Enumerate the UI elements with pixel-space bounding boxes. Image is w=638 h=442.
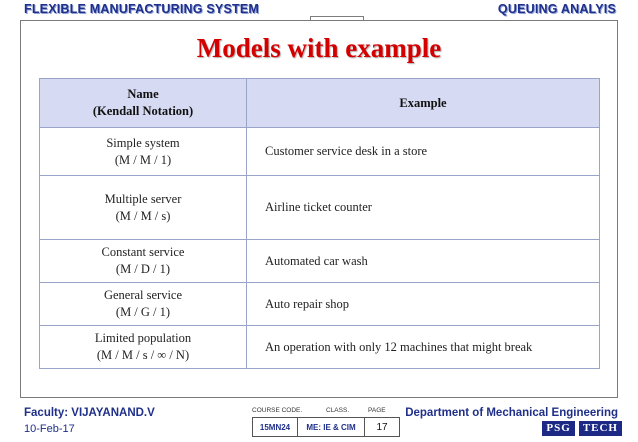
model-notation: (M / M / s) xyxy=(115,208,171,223)
table-row xyxy=(40,283,600,326)
model-notation: (M / M / s / ∞ / N) xyxy=(96,348,190,362)
example-cell: Auto repair shop xyxy=(247,283,600,326)
slide-date: 10-Feb-17 xyxy=(24,423,75,435)
model-notation: (M / M / 1) xyxy=(114,152,172,167)
header-topic-title: QUEUING ANALYIS xyxy=(497,2,616,16)
models-table xyxy=(39,78,600,369)
table-row xyxy=(40,128,600,176)
example-cell: An operation with only 12 machines that might break xyxy=(247,326,600,369)
model-name: General service xyxy=(103,288,183,302)
model-notation: (M / G / 1) xyxy=(115,305,171,319)
department-name: Department of Mechanical Engineering xyxy=(405,407,618,419)
course-code-value: 15MN24 xyxy=(253,418,298,436)
header-name-line2: (Kendall Notation) xyxy=(92,104,194,118)
page-label: PAGE xyxy=(368,407,386,414)
model-name: Multiple server xyxy=(104,191,182,206)
class-label: CLASS. xyxy=(326,407,350,414)
name-cell xyxy=(40,128,247,176)
example-cell: Customer service desk in a store xyxy=(247,128,600,176)
slide-title: Models with example xyxy=(196,33,442,63)
model-notation: (M / D / 1) xyxy=(115,262,171,276)
class-value: ME: IE & CIM xyxy=(298,418,365,436)
example-cell: Automated car wash xyxy=(247,240,600,283)
footer-meta-box xyxy=(252,417,400,437)
logo-psg: PSG xyxy=(542,421,574,436)
page-number: 17 xyxy=(376,421,388,433)
header-course-title: FLEXIBLE MANUFACTURING SYSTEM xyxy=(24,2,259,16)
model-name: Constant service xyxy=(101,245,185,259)
name-cell xyxy=(40,240,247,283)
faculty-name: Faculty: VIJAYANAND.V xyxy=(24,407,155,419)
header-example-cell: Example xyxy=(247,79,600,128)
model-name: Limited population xyxy=(94,331,192,345)
header-name-line1: Name xyxy=(127,87,159,101)
name-cell xyxy=(40,176,247,240)
footer-faculty-block xyxy=(24,407,155,435)
course-code-label: COURSE CODE. xyxy=(252,407,303,414)
table-row xyxy=(40,240,600,283)
header-name-cell xyxy=(40,79,247,128)
table-header-row xyxy=(40,79,600,128)
table-row xyxy=(40,326,600,369)
logo-tech: TECH xyxy=(579,421,622,436)
slide-header xyxy=(0,0,638,22)
table-row xyxy=(40,176,600,240)
psg-tech-logo xyxy=(542,421,622,436)
example-cell: Airline ticket counter xyxy=(247,176,600,240)
model-name: Simple system xyxy=(106,135,180,150)
name-cell xyxy=(40,326,247,369)
name-cell xyxy=(40,283,247,326)
